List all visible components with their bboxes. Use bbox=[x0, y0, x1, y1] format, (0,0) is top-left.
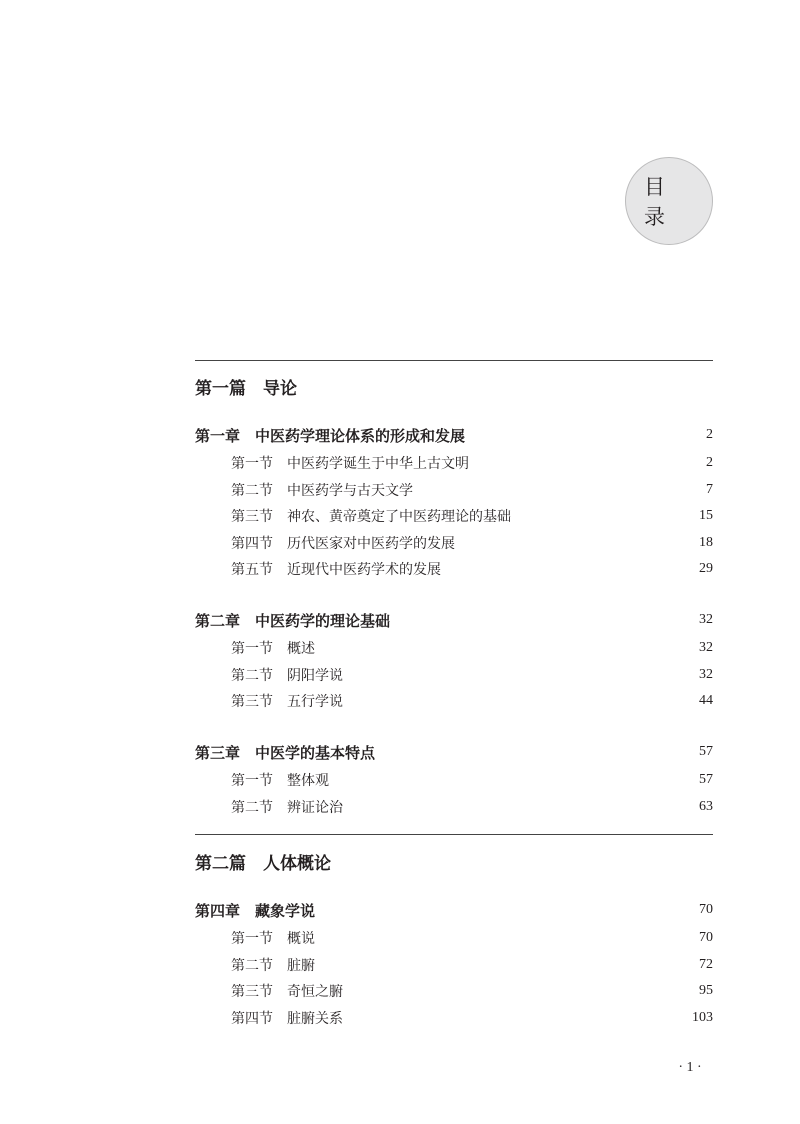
toc-section-row[interactable] bbox=[195, 665, 713, 685]
section-title: 第一节 概说 bbox=[231, 931, 315, 947]
part-title: 第一篇 导论 bbox=[195, 379, 297, 399]
chapter-title: 第三章 中医学的基本特点 bbox=[195, 743, 376, 762]
section-title: 第三节 五行学说 bbox=[231, 694, 343, 710]
toc-section-row[interactable] bbox=[195, 955, 713, 975]
page-number: 7 bbox=[706, 482, 713, 497]
page-number: 18 bbox=[699, 535, 713, 550]
toc-chapter-row[interactable] bbox=[195, 425, 713, 445]
toc-heading: 目录 bbox=[625, 157, 713, 245]
toc-chapter-row[interactable] bbox=[195, 610, 713, 630]
page-number: 70 bbox=[699, 930, 713, 945]
page-number: 32 bbox=[699, 612, 713, 627]
toc-chapter-row[interactable] bbox=[195, 900, 713, 920]
section-title: 第二节 中医药学与古天文学 bbox=[231, 483, 413, 499]
toc-section-row[interactable] bbox=[195, 506, 713, 526]
section-title: 第四节 历代医家对中医药学的发展 bbox=[231, 536, 455, 552]
section-title: 第五节 近现代中医药学术的发展 bbox=[231, 562, 441, 578]
page-number: 95 bbox=[699, 983, 713, 998]
toc-section-row[interactable] bbox=[195, 533, 713, 553]
part-title: 第二篇 人体概论 bbox=[195, 854, 331, 874]
toc-section-row[interactable] bbox=[195, 559, 713, 579]
page-number: 32 bbox=[699, 667, 713, 682]
page-number: 70 bbox=[699, 902, 713, 917]
page-number: 103 bbox=[692, 1010, 713, 1025]
section-title: 第二节 脏腑 bbox=[231, 958, 315, 974]
section-title: 第四节 脏腑关系 bbox=[231, 1011, 343, 1027]
toc-section-row[interactable] bbox=[195, 770, 713, 790]
section-title: 第二节 阴阳学说 bbox=[231, 668, 343, 684]
page-number: 29 bbox=[699, 561, 713, 576]
section-title: 第一节 中医药学诞生于中华上古文明 bbox=[231, 456, 469, 472]
page-number: 57 bbox=[699, 772, 713, 787]
toc-section-row[interactable] bbox=[195, 453, 713, 473]
toc-section-row[interactable] bbox=[195, 981, 713, 1001]
page-number: 15 bbox=[699, 508, 713, 523]
toc-chapter-row[interactable] bbox=[195, 742, 713, 762]
page-number: 44 bbox=[699, 693, 713, 708]
part-divider bbox=[195, 834, 713, 835]
toc-section-row[interactable] bbox=[195, 691, 713, 711]
chapter-title: 第四章 藏象学说 bbox=[195, 901, 316, 920]
section-title: 第二节 辨证论治 bbox=[231, 800, 343, 816]
page-number: 2 bbox=[706, 455, 713, 470]
section-title: 第一节 概述 bbox=[231, 641, 315, 657]
chapter-title: 第二章 中医药学的理论基础 bbox=[195, 611, 391, 630]
chapter-title: 第一章 中医药学理论体系的形成和发展 bbox=[195, 426, 466, 445]
toc-section-row[interactable] bbox=[195, 797, 713, 817]
page-number: 72 bbox=[699, 957, 713, 972]
toc-section-row[interactable] bbox=[195, 1008, 713, 1028]
page-number: 57 bbox=[699, 744, 713, 759]
section-title: 第一节 整体观 bbox=[231, 773, 329, 789]
toc-section-row[interactable] bbox=[195, 928, 713, 948]
page-folio: · 1 · bbox=[678, 1060, 702, 1075]
section-title: 第三节 神农、黄帝奠定了中医药理论的基础 bbox=[231, 509, 511, 525]
page-number: 32 bbox=[699, 640, 713, 655]
toc-section-row[interactable] bbox=[195, 638, 713, 658]
toc-section-row[interactable] bbox=[195, 480, 713, 500]
page-number: 63 bbox=[699, 799, 713, 814]
section-title: 第三节 奇恒之腑 bbox=[231, 984, 343, 1000]
part-divider bbox=[195, 360, 713, 361]
page-number: 2 bbox=[706, 427, 713, 442]
